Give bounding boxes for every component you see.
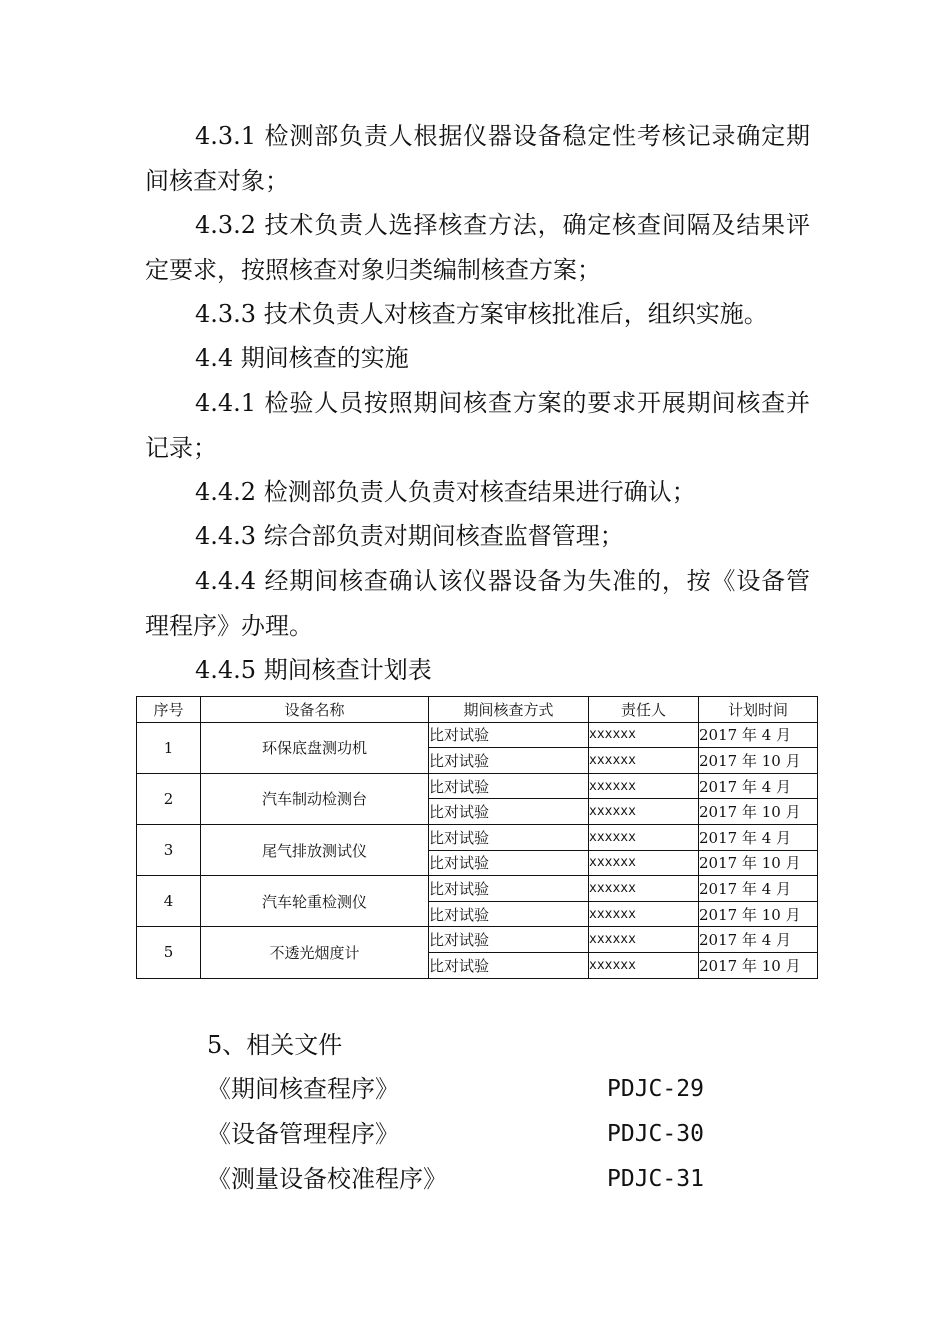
related-document-code: PDJC-29 bbox=[607, 1076, 704, 1102]
related-document-code: PDJC-30 bbox=[607, 1121, 704, 1147]
table-row bbox=[137, 876, 818, 902]
cell-person: xxxxxx bbox=[589, 901, 699, 927]
related-document-item bbox=[207, 1157, 727, 1201]
paragraph-4-3-1: 4.3.1 检测部负责人根据仪器设备稳定性考核记录确定期间核查对象； bbox=[145, 122, 810, 195]
table-row bbox=[137, 824, 818, 850]
header-method: 期间核查方式 bbox=[429, 697, 589, 723]
paragraph-4-4-2: 4.4.2 检测部负责人负责对核查结果进行确认； bbox=[195, 478, 696, 506]
cell-time: 2017 年 4 月 bbox=[699, 927, 818, 953]
cell-method: 比对试验 bbox=[429, 927, 589, 953]
inspection-plan-table bbox=[136, 696, 818, 979]
cell-person: xxxxxx bbox=[589, 748, 699, 774]
cell-method: 比对试验 bbox=[429, 876, 589, 902]
header-person: 责任人 bbox=[589, 697, 699, 723]
header-device-name: 设备名称 bbox=[201, 697, 429, 723]
cell-person: xxxxxx bbox=[589, 824, 699, 850]
cell-no: 1 bbox=[137, 722, 201, 773]
related-document-name: 《设备管理程序》 bbox=[207, 1120, 399, 1148]
heading-4-4-5: 4.4.5 期间核查计划表 bbox=[195, 656, 432, 684]
cell-time: 2017 年 10 月 bbox=[699, 901, 818, 927]
related-documents-title: 5、相关文件 bbox=[207, 1031, 343, 1059]
cell-time: 2017 年 4 月 bbox=[699, 722, 818, 748]
cell-method: 比对试验 bbox=[429, 901, 589, 927]
table-row bbox=[137, 927, 818, 953]
cell-person: xxxxxx bbox=[589, 927, 699, 953]
cell-method: 比对试验 bbox=[429, 850, 589, 876]
cell-no: 3 bbox=[137, 824, 201, 875]
cell-time: 2017 年 4 月 bbox=[699, 773, 818, 799]
cell-method: 比对试验 bbox=[429, 773, 589, 799]
cell-person: xxxxxx bbox=[589, 799, 699, 825]
cell-person: xxxxxx bbox=[589, 773, 699, 799]
cell-method: 比对试验 bbox=[429, 748, 589, 774]
paragraph-4-3-2: 4.3.2 技术负责人选择核查方法，确定核查间隔及结果评定要求，按照核查对象归类编制核查方案； bbox=[145, 211, 810, 284]
cell-person: xxxxxx bbox=[589, 876, 699, 902]
cell-device-name: 环保底盘测功机 bbox=[201, 722, 429, 773]
table-row bbox=[137, 773, 818, 799]
header-no: 序号 bbox=[137, 697, 201, 723]
table-header-row bbox=[137, 697, 818, 723]
related-document-name: 《测量设备校准程序》 bbox=[207, 1165, 447, 1193]
related-document-code: PDJC-31 bbox=[607, 1166, 704, 1192]
cell-device-name: 不透光烟度计 bbox=[201, 927, 429, 978]
cell-time: 2017 年 10 月 bbox=[699, 799, 818, 825]
heading-4-4: 4.4 期间核查的实施 bbox=[195, 344, 409, 372]
paragraph-4-4-1: 4.4.1 检验人员按照期间核查方案的要求开展期间核查并记录； bbox=[145, 389, 810, 462]
header-time: 计划时间 bbox=[699, 697, 818, 723]
cell-time: 2017 年 4 月 bbox=[699, 876, 818, 902]
cell-time: 2017 年 4 月 bbox=[699, 824, 818, 850]
cell-no: 2 bbox=[137, 773, 201, 824]
cell-method: 比对试验 bbox=[429, 722, 589, 748]
cell-time: 2017 年 10 月 bbox=[699, 952, 818, 978]
cell-device-name: 汽车轮重检测仪 bbox=[201, 876, 429, 927]
cell-no: 4 bbox=[137, 876, 201, 927]
cell-method: 比对试验 bbox=[429, 799, 589, 825]
cell-time: 2017 年 10 月 bbox=[699, 850, 818, 876]
table-row bbox=[137, 722, 818, 748]
related-document-item bbox=[207, 1067, 727, 1111]
cell-person: xxxxxx bbox=[589, 952, 699, 978]
related-document-name: 《期间核查程序》 bbox=[207, 1075, 399, 1103]
cell-person: xxxxxx bbox=[589, 722, 699, 748]
cell-time: 2017 年 10 月 bbox=[699, 748, 818, 774]
cell-method: 比对试验 bbox=[429, 952, 589, 978]
cell-device-name: 汽车制动检测台 bbox=[201, 773, 429, 824]
paragraph-4-3-3: 4.3.3 技术负责人对核查方案审核批准后，组织实施。 bbox=[195, 300, 768, 328]
cell-method: 比对试验 bbox=[429, 824, 589, 850]
cell-person: xxxxxx bbox=[589, 850, 699, 876]
cell-no: 5 bbox=[137, 927, 201, 978]
paragraph-4-4-3: 4.4.3 综合部负责对期间核查监督管理； bbox=[195, 522, 624, 550]
related-document-item bbox=[207, 1112, 727, 1156]
cell-device-name: 尾气排放测试仪 bbox=[201, 824, 429, 875]
paragraph-4-4-4: 4.4.4 经期间核查确认该仪器设备为失准的，按《设备管理程序》办理。 bbox=[145, 567, 810, 640]
